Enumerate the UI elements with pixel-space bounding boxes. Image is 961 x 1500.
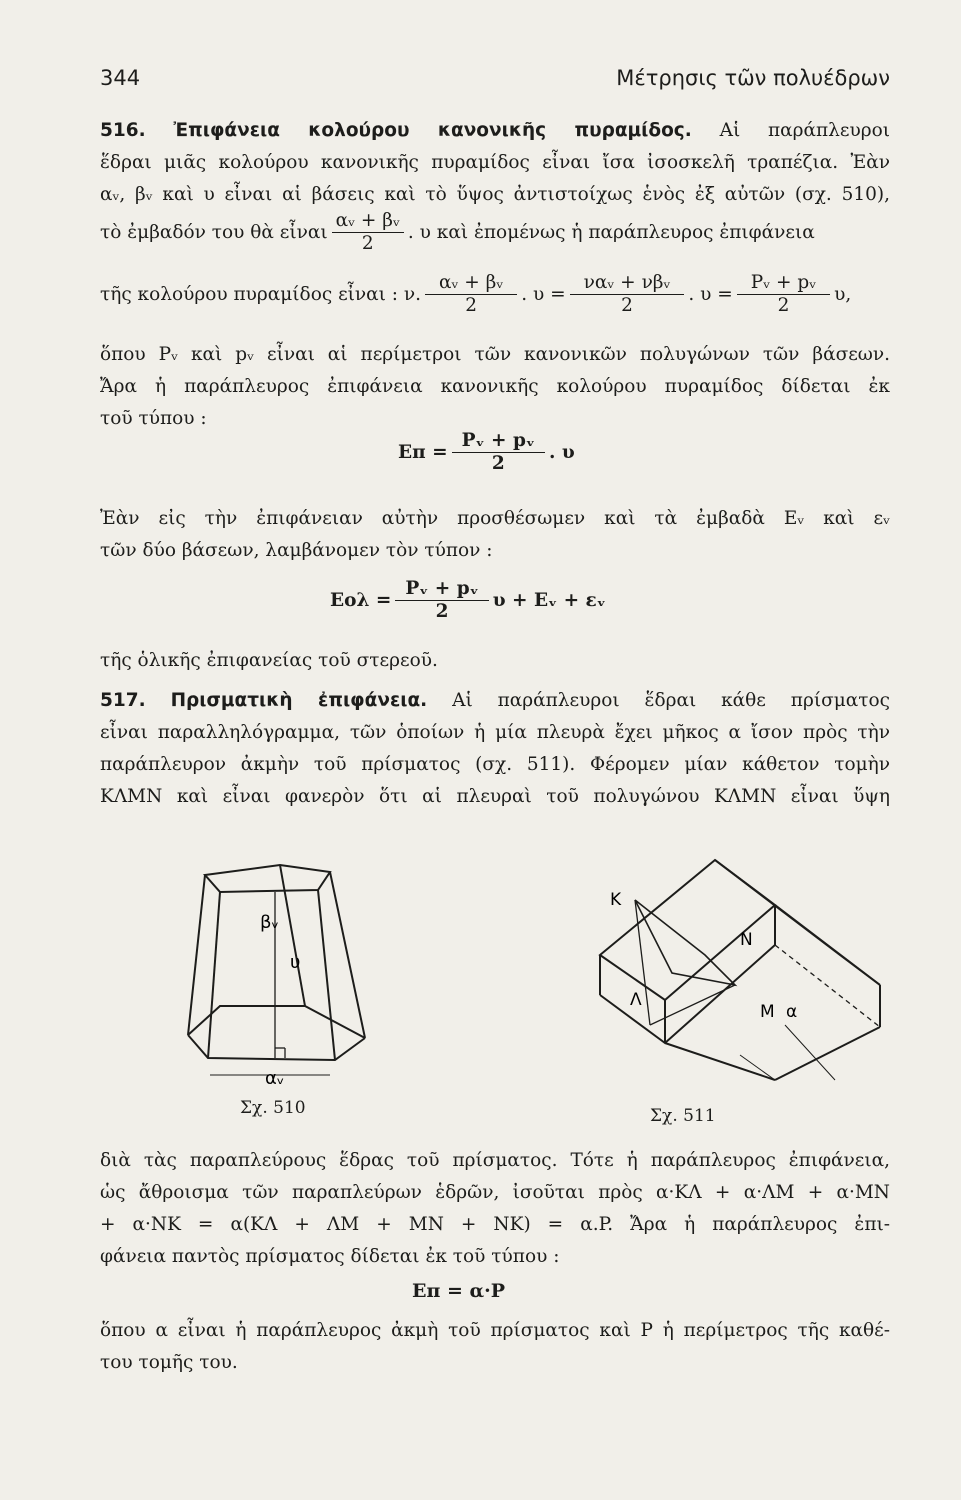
label-L: Λ <box>630 990 642 1010</box>
s516-line-8: τοῦ τύπου : <box>100 408 207 429</box>
s517-line-4: ΚΛΜΝ καὶ εἶναι φανερὸν ὅτι αἱ πλευραὶ τοῦ πολυγώνου ΚΛΜΝ εἶναι ὕψη <box>100 786 890 807</box>
page-header <box>100 62 890 98</box>
label-K: K <box>610 890 622 910</box>
running-title: Μέτρησις τῶν πολυέδρων <box>616 66 890 90</box>
s517-line-5: διὰ τὰς παραπλεύρους ἕδρας τοῦ πρίσματος. Τότε ἡ παράπλευρος ἐπιφάνεια, <box>100 1150 890 1171</box>
s516-line-4-start: τὸ ἐμβαδόν του θὰ εἶναι <box>100 222 328 243</box>
fraction-area-trapezoid <box>332 210 404 255</box>
formula-fraction <box>452 430 545 475</box>
fraction-numerator: αᵥ + βᵥ <box>425 272 517 295</box>
formula-rhs: . υ <box>549 442 575 463</box>
s517-line-7: + α·ΝΚ = α(ΚΛ + ΛΜ + ΜΝ + ΝΚ) = α.P. Ἄρα ἡ παράπλευρος ἐπι- <box>100 1214 890 1235</box>
s517-text-1: Αἱ παράπλευροι ἕδραι κάθε πρίσματος <box>452 690 890 711</box>
fraction-numerator: Pᵥ + pᵥ <box>737 272 830 295</box>
formula-fraction <box>395 578 488 623</box>
fraction-denominator: 2 <box>777 295 790 316</box>
label-upsilon: υ <box>290 952 301 973</box>
fraction-denominator: 2 <box>435 601 449 622</box>
middle-operator: . υ = <box>688 284 733 305</box>
s516-line-3: αᵥ, βᵥ καὶ υ εἶναι αἱ βάσεις καὶ τὸ ὕψος ἀντιστοίχως ἑνὸς ἐξ αὐτῶν (σχ. 510), <box>100 184 890 205</box>
fraction-1 <box>425 272 517 317</box>
s516-line-1 <box>100 120 890 141</box>
s517-line-10: του τομῆς του. <box>100 1352 238 1373</box>
fraction-numerator: Pᵥ + pᵥ <box>452 430 545 453</box>
fraction-2 <box>570 272 685 317</box>
fraction-denominator: 2 <box>361 233 374 254</box>
s516-line-5-end: υ, <box>834 284 852 305</box>
s516-line-7: Ἄρα ἡ παράπλευρος ἐπιφάνεια κανονικῆς κολούρου πυραμίδος δίδεται ἐκ <box>100 376 890 397</box>
formula-total-frustum <box>330 578 606 623</box>
formula-prism-lateral: Eπ = α·P <box>412 1280 506 1302</box>
section-516-number: 516. <box>100 120 146 141</box>
fraction-numerator: ναᵥ + νβᵥ <box>570 272 685 295</box>
formula-lhs: Eπ = <box>398 442 448 463</box>
s516-line-6: ὅπου Pᵥ καὶ pᵥ εἶναι αἱ περίμετροι τῶν κανονικῶν πολυγώνων τῶν βάσεων. <box>100 344 890 365</box>
label-N: N <box>740 930 753 950</box>
fraction-denominator: 2 <box>465 295 478 316</box>
s516-line-5-start: τῆς κολούρου πυραμίδος εἶναι : ν. <box>100 284 422 305</box>
fraction-numerator: Pᵥ + pᵥ <box>395 578 488 601</box>
s517-line-8: φάνεια παντὸς πρίσματος δίδεται ἐκ τοῦ τύπου : <box>100 1246 560 1267</box>
s517-line-2: εἶναι παραλληλόγραμμα, τῶν ὁποίων ἡ μία πλευρὰ ἔχει μῆκος α ἴσον πρὸς τὴν <box>100 722 890 743</box>
figure-511-prism <box>590 845 890 1095</box>
page-number: 344 <box>100 66 141 90</box>
s517-line-6: ὡς ἄθροισμα τῶν παραπλεύρων ἑδρῶν, ἰσοῦται πρὸς α·ΚΛ + α·ΛΜ + α·ΜΝ <box>100 1182 890 1203</box>
s517-line-9: ὅπου α εἶναι ἡ παράπλευρος ἀκμὴ τοῦ πρίσματος καὶ P ἡ περίμετρος τῆς καθέ- <box>100 1320 890 1341</box>
s516-line-10: τῶν δύο βάσεων, λαμβάνομεν τὸν τύπον : <box>100 540 493 561</box>
fraction-denominator: 2 <box>621 295 633 316</box>
s516-text-1: Αἱ παράπλευροι <box>719 120 890 141</box>
section-517-number: 517. <box>100 690 146 711</box>
section-517-title: Πρισματικὴ ἐπιφάνεια. <box>170 690 428 711</box>
fraction-3 <box>737 272 830 317</box>
section-516-title: Ἐπιφάνεια κολούρου κανονικῆς πυραμίδος. <box>173 120 692 141</box>
middle-operator: . υ = <box>521 284 566 305</box>
figure-510-frustum <box>180 850 400 1090</box>
s516-line-5 <box>100 272 851 317</box>
s516-line-4-end: . υ καὶ ἐπομένως ἡ παράπλευρος ἐπιφάνεια <box>407 222 815 243</box>
label-M: M <box>760 1002 775 1022</box>
figure-511-caption: Σχ. 511 <box>650 1106 716 1126</box>
formula-lateral-frustum <box>398 430 575 475</box>
label-alpha: αᵥ <box>265 1068 285 1089</box>
fraction-denominator: 2 <box>491 453 505 474</box>
s516-line-4 <box>100 210 815 255</box>
s516-line-9: Ἐὰν εἰς τὴν ἐπιφάνειαν αὐτὴν προσθέσωμεν καὶ τὰ ἐμβαδὰ Eᵥ καὶ εᵥ <box>100 508 890 529</box>
s517-line-3: παράπλευρον ἀκμὴν τοῦ πρίσματος (σχ. 511). Φέρομεν μίαν κάθετον τομὴν <box>100 754 890 775</box>
s516-line-2: ἕδραι μιᾶς κολούρου κανονικῆς πυραμίδος εἶναι ἴσα ἰσοσκελῆ τραπέζια. Ἐὰν <box>100 152 890 173</box>
label-beta: βᵥ <box>260 912 279 933</box>
formula-rhs: υ + Eᵥ + εᵥ <box>492 590 606 611</box>
fraction-numerator: αᵥ + βᵥ <box>332 210 404 233</box>
figure-510-caption: Σχ. 510 <box>240 1098 306 1118</box>
s516-line-11: τῆς ὁλικῆς ἐπιφανείας τοῦ στερεοῦ. <box>100 650 438 671</box>
s517-line-1 <box>100 690 890 711</box>
label-a: α <box>786 1002 798 1022</box>
formula-lhs: Eολ = <box>330 590 392 611</box>
